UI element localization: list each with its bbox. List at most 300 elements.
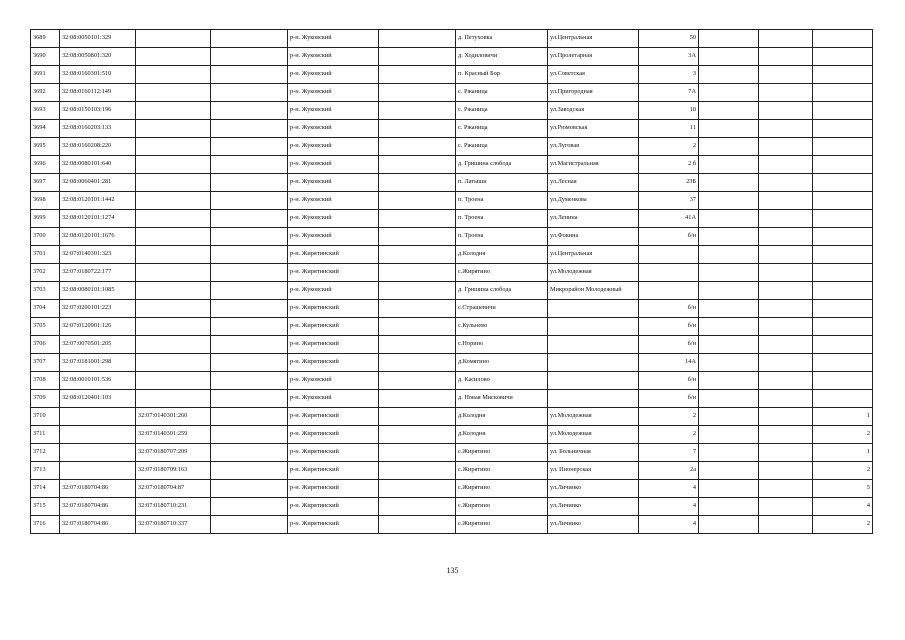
table-row bbox=[31, 336, 873, 354]
apartment-cell bbox=[813, 30, 873, 48]
apartment-cell: 1 bbox=[813, 408, 873, 426]
building-cell bbox=[699, 300, 759, 318]
settlement-type-cell bbox=[379, 192, 456, 210]
region-cell bbox=[211, 138, 288, 156]
settlement-type-cell bbox=[379, 264, 456, 282]
street-cell: ул.Магистральная bbox=[548, 156, 639, 174]
table-row bbox=[31, 174, 873, 192]
cadastral-number-cell: 32:07:0200101:223 bbox=[60, 300, 136, 318]
settlement-type-cell bbox=[379, 336, 456, 354]
apartment-cell bbox=[813, 138, 873, 156]
building-cadastral-number-cell: 32:07:0140301:260 bbox=[136, 408, 211, 426]
cadastral-number-cell: 32:07:0120901:126 bbox=[60, 318, 136, 336]
building-cell bbox=[699, 336, 759, 354]
building-cadastral-number-cell bbox=[136, 66, 211, 84]
settlement-cell: с. Ржаница bbox=[456, 102, 548, 120]
table-row bbox=[31, 318, 873, 336]
region-cell bbox=[211, 390, 288, 408]
building-cell bbox=[699, 282, 759, 300]
house-number-cell: 4 bbox=[639, 498, 699, 516]
letter-cell bbox=[759, 480, 813, 498]
region-cell bbox=[211, 282, 288, 300]
house-number-cell: 2 б bbox=[639, 156, 699, 174]
cadastral-number-cell: 32:08:0080101:1085 bbox=[60, 282, 136, 300]
region-cell bbox=[211, 192, 288, 210]
cadastral-number-cell: 32:07:0181001:298 bbox=[60, 354, 136, 372]
building-cadastral-number-cell: 32:07:0180707:209 bbox=[136, 444, 211, 462]
settlement-cell: д. Гришина слобода bbox=[456, 156, 548, 174]
building-cadastral-number-cell bbox=[136, 264, 211, 282]
table-row bbox=[31, 426, 873, 444]
settlement-cell: с.Жирятино bbox=[456, 498, 548, 516]
table-row bbox=[31, 372, 873, 390]
letter-cell bbox=[759, 120, 813, 138]
settlement-type-cell bbox=[379, 282, 456, 300]
apartment-cell bbox=[813, 156, 873, 174]
letter-cell bbox=[759, 48, 813, 66]
settlement-cell: д.Колодня bbox=[456, 408, 548, 426]
cadastral-number-cell bbox=[60, 408, 136, 426]
settlement-type-cell bbox=[379, 354, 456, 372]
building-cell bbox=[699, 354, 759, 372]
settlement-cell: д. Ходиловичи bbox=[456, 48, 548, 66]
region-cell bbox=[211, 516, 288, 534]
register-table bbox=[30, 29, 873, 534]
district-cell: р-н. Жирятинский bbox=[288, 444, 379, 462]
row-number-cell: 3712 bbox=[31, 444, 60, 462]
street-cell: ул.Центральная bbox=[548, 30, 639, 48]
cadastral-number-cell: 32:08:0080101:640 bbox=[60, 156, 136, 174]
apartment-cell: 5 bbox=[813, 480, 873, 498]
settlement-type-cell bbox=[379, 210, 456, 228]
building-cadastral-number-cell bbox=[136, 30, 211, 48]
row-number-cell: 3711 bbox=[31, 426, 60, 444]
building-cell bbox=[699, 102, 759, 120]
letter-cell bbox=[759, 228, 813, 246]
settlement-type-cell bbox=[379, 246, 456, 264]
cadastral-number-cell: 32:08:0160112:149 bbox=[60, 84, 136, 102]
table-row bbox=[31, 138, 873, 156]
row-number-cell: 3694 bbox=[31, 120, 60, 138]
row-number-cell: 3704 bbox=[31, 300, 60, 318]
building-cadastral-number-cell bbox=[136, 138, 211, 156]
table-row bbox=[31, 264, 873, 282]
settlement-type-cell bbox=[379, 390, 456, 408]
apartment-cell bbox=[813, 264, 873, 282]
apartment-cell: 1 bbox=[813, 444, 873, 462]
street-cell bbox=[548, 390, 639, 408]
house-number-cell: б/н bbox=[639, 300, 699, 318]
table-row bbox=[31, 102, 873, 120]
cadastral-number-cell: 32:08:0010101:536 bbox=[60, 372, 136, 390]
street-cell bbox=[548, 300, 639, 318]
register-table-body bbox=[31, 30, 873, 534]
row-number-cell: 3707 bbox=[31, 354, 60, 372]
letter-cell bbox=[759, 354, 813, 372]
house-number-cell: 4 bbox=[639, 516, 699, 534]
apartment-cell bbox=[813, 390, 873, 408]
district-cell: р-н. Жуковский bbox=[288, 66, 379, 84]
street-cell bbox=[548, 354, 639, 372]
letter-cell bbox=[759, 444, 813, 462]
letter-cell bbox=[759, 390, 813, 408]
apartment-cell bbox=[813, 48, 873, 66]
settlement-type-cell bbox=[379, 228, 456, 246]
settlement-type-cell bbox=[379, 462, 456, 480]
apartment-cell bbox=[813, 228, 873, 246]
apartment-cell bbox=[813, 66, 873, 84]
building-cadastral-number-cell bbox=[136, 102, 211, 120]
settlement-type-cell bbox=[379, 426, 456, 444]
table-row bbox=[31, 462, 873, 480]
table-row bbox=[31, 210, 873, 228]
table-row bbox=[31, 192, 873, 210]
row-number-cell: 3705 bbox=[31, 318, 60, 336]
region-cell bbox=[211, 48, 288, 66]
row-number-cell: 3716 bbox=[31, 516, 60, 534]
street-cell: ул. Пионерская bbox=[548, 462, 639, 480]
letter-cell bbox=[759, 318, 813, 336]
cadastral-number-cell: 32:07:0180704:86 bbox=[60, 516, 136, 534]
district-cell: р-н. Жуковский bbox=[288, 282, 379, 300]
apartment-cell bbox=[813, 282, 873, 300]
apartment-cell: 2 bbox=[813, 426, 873, 444]
cadastral-number-cell: 32:08:0120101:1442 bbox=[60, 192, 136, 210]
building-cadastral-number-cell: 32:07:0180704:87 bbox=[136, 480, 211, 498]
building-cadastral-number-cell bbox=[136, 156, 211, 174]
building-cell bbox=[699, 246, 759, 264]
building-cell bbox=[699, 192, 759, 210]
region-cell bbox=[211, 354, 288, 372]
street-cell: ул.Центральная bbox=[548, 246, 639, 264]
region-cell bbox=[211, 498, 288, 516]
street-cell: ул.Личинко bbox=[548, 498, 639, 516]
settlement-cell: с.Кульнево bbox=[456, 318, 548, 336]
settlement-type-cell bbox=[379, 174, 456, 192]
row-number-cell: 3693 bbox=[31, 102, 60, 120]
settlement-type-cell bbox=[379, 318, 456, 336]
district-cell: р-н. Жуковский bbox=[288, 192, 379, 210]
apartment-cell bbox=[813, 174, 873, 192]
settlement-cell: п. Троена bbox=[456, 210, 548, 228]
table-row bbox=[31, 516, 873, 534]
settlement-type-cell bbox=[379, 84, 456, 102]
district-cell: р-н. Жирятинский bbox=[288, 300, 379, 318]
building-cell bbox=[699, 372, 759, 390]
row-number-cell: 3702 bbox=[31, 264, 60, 282]
settlement-cell: д.Колодня bbox=[456, 426, 548, 444]
row-number-cell: 3695 bbox=[31, 138, 60, 156]
letter-cell bbox=[759, 156, 813, 174]
street-cell: ул.Молодежная bbox=[548, 264, 639, 282]
cadastral-number-cell bbox=[60, 462, 136, 480]
house-number-cell: б/н bbox=[639, 390, 699, 408]
row-number-cell: 3713 bbox=[31, 462, 60, 480]
letter-cell bbox=[759, 498, 813, 516]
cadastral-number-cell: 32:08:0150103:196 bbox=[60, 102, 136, 120]
table-row bbox=[31, 246, 873, 264]
building-cell bbox=[699, 30, 759, 48]
street-cell: ул.Думенкова bbox=[548, 192, 639, 210]
settlement-cell: с.Норино bbox=[456, 336, 548, 354]
building-cell bbox=[699, 156, 759, 174]
settlement-cell: с.Жирятино bbox=[456, 264, 548, 282]
street-cell: ул.Пролетарная bbox=[548, 48, 639, 66]
street-cell bbox=[548, 336, 639, 354]
row-number-cell: 3708 bbox=[31, 372, 60, 390]
street-cell: ул.Молодежная bbox=[548, 426, 639, 444]
building-cadastral-number-cell bbox=[136, 120, 211, 138]
settlement-type-cell bbox=[379, 480, 456, 498]
street-cell: ул.Ленина bbox=[548, 210, 639, 228]
letter-cell bbox=[759, 102, 813, 120]
row-number-cell: 3701 bbox=[31, 246, 60, 264]
building-cell bbox=[699, 120, 759, 138]
apartment-cell bbox=[813, 120, 873, 138]
letter-cell bbox=[759, 336, 813, 354]
table-row bbox=[31, 48, 873, 66]
district-cell: р-н. Жирятинский bbox=[288, 354, 379, 372]
cadastral-number-cell: 32:08:0160301:510 bbox=[60, 66, 136, 84]
house-number-cell: б/н bbox=[639, 228, 699, 246]
table-row bbox=[31, 66, 873, 84]
street-cell: Микрорайон Молодежный bbox=[548, 282, 639, 300]
letter-cell bbox=[759, 372, 813, 390]
district-cell: р-н. Жирятинский bbox=[288, 336, 379, 354]
region-cell bbox=[211, 444, 288, 462]
house-number-cell: б/н bbox=[639, 336, 699, 354]
region-cell bbox=[211, 174, 288, 192]
region-cell bbox=[211, 84, 288, 102]
settlement-cell: п. Красный Бор bbox=[456, 66, 548, 84]
cadastral-number-cell bbox=[60, 444, 136, 462]
row-number-cell: 3710 bbox=[31, 408, 60, 426]
street-cell: ул.Луговая bbox=[548, 138, 639, 156]
district-cell: р-н. Жуковский bbox=[288, 102, 379, 120]
settlement-type-cell bbox=[379, 498, 456, 516]
apartment-cell bbox=[813, 192, 873, 210]
house-number-cell: 50 bbox=[639, 30, 699, 48]
building-cadastral-number-cell bbox=[136, 354, 211, 372]
building-cell bbox=[699, 174, 759, 192]
settlement-cell: п. Троена bbox=[456, 228, 548, 246]
district-cell: р-н. Жуковский bbox=[288, 138, 379, 156]
apartment-cell bbox=[813, 300, 873, 318]
cadastral-number-cell: 32:07:0070501:205 bbox=[60, 336, 136, 354]
table-row bbox=[31, 228, 873, 246]
district-cell: р-н. Жирятинский bbox=[288, 480, 379, 498]
house-number-cell bbox=[639, 246, 699, 264]
settlement-type-cell bbox=[379, 30, 456, 48]
street-cell: ул.Лесная bbox=[548, 174, 639, 192]
district-cell: р-н. Жуковский bbox=[288, 84, 379, 102]
region-cell bbox=[211, 372, 288, 390]
building-cell bbox=[699, 444, 759, 462]
settlement-cell: с.Жирятино bbox=[456, 516, 548, 534]
building-cadastral-number-cell bbox=[136, 192, 211, 210]
settlement-type-cell bbox=[379, 300, 456, 318]
cadastral-number-cell: 32:08:0060401:281 bbox=[60, 174, 136, 192]
building-cadastral-number-cell: 32:07:0180710:337 bbox=[136, 516, 211, 534]
settlement-cell: д.Колодня bbox=[456, 246, 548, 264]
row-number-cell: 3715 bbox=[31, 498, 60, 516]
region-cell bbox=[211, 336, 288, 354]
letter-cell bbox=[759, 192, 813, 210]
district-cell: р-н. Жуковский bbox=[288, 228, 379, 246]
street-cell: ул.Заводская bbox=[548, 102, 639, 120]
table-row bbox=[31, 300, 873, 318]
building-cadastral-number-cell bbox=[136, 336, 211, 354]
region-cell bbox=[211, 246, 288, 264]
settlement-cell: д.Комягино bbox=[456, 354, 548, 372]
region-cell bbox=[211, 264, 288, 282]
table-row bbox=[31, 282, 873, 300]
building-cadastral-number-cell bbox=[136, 174, 211, 192]
apartment-cell bbox=[813, 336, 873, 354]
building-cell bbox=[699, 390, 759, 408]
settlement-cell: с.Жирятино bbox=[456, 480, 548, 498]
settlement-type-cell bbox=[379, 372, 456, 390]
letter-cell bbox=[759, 246, 813, 264]
settlement-type-cell bbox=[379, 138, 456, 156]
building-cell bbox=[699, 138, 759, 156]
settlement-cell: д. Касилово bbox=[456, 372, 548, 390]
street-cell: ул.Личинко bbox=[548, 516, 639, 534]
house-number-cell: 2а bbox=[639, 462, 699, 480]
row-number-cell: 3706 bbox=[31, 336, 60, 354]
table-row bbox=[31, 30, 873, 48]
building-cell bbox=[699, 498, 759, 516]
building-cadastral-number-cell: 32:07:0140301:259 bbox=[136, 426, 211, 444]
settlement-type-cell bbox=[379, 48, 456, 66]
house-number-cell: 3 bbox=[639, 66, 699, 84]
settlement-type-cell bbox=[379, 516, 456, 534]
letter-cell bbox=[759, 210, 813, 228]
house-number-cell: 3А bbox=[639, 48, 699, 66]
table-row bbox=[31, 84, 873, 102]
letter-cell bbox=[759, 516, 813, 534]
building-cell bbox=[699, 264, 759, 282]
letter-cell bbox=[759, 462, 813, 480]
building-cadastral-number-cell: 32:07:0180709:163 bbox=[136, 462, 211, 480]
apartment-cell bbox=[813, 210, 873, 228]
region-cell bbox=[211, 318, 288, 336]
cadastral-number-cell: 32:08:0160203:133 bbox=[60, 120, 136, 138]
building-cadastral-number-cell bbox=[136, 84, 211, 102]
street-cell: ул.Молодежная bbox=[548, 408, 639, 426]
settlement-cell: д. Гришина слобода bbox=[456, 282, 548, 300]
table-row bbox=[31, 354, 873, 372]
table-row bbox=[31, 390, 873, 408]
cadastral-number-cell: 32:08:0120101:1676 bbox=[60, 228, 136, 246]
house-number-cell: 4 bbox=[639, 480, 699, 498]
settlement-cell: с.Страшевичи bbox=[456, 300, 548, 318]
building-cadastral-number-cell: 32:07:0180710:231 bbox=[136, 498, 211, 516]
building-cell bbox=[699, 66, 759, 84]
row-number-cell: 3698 bbox=[31, 192, 60, 210]
row-number-cell: 3703 bbox=[31, 282, 60, 300]
street-cell: ул.Пригородная bbox=[548, 84, 639, 102]
cadastral-number-cell: 32:07:0140301:323 bbox=[60, 246, 136, 264]
apartment-cell bbox=[813, 84, 873, 102]
district-cell: р-н. Жуковский bbox=[288, 372, 379, 390]
letter-cell bbox=[759, 408, 813, 426]
house-number-cell: 2 bbox=[639, 138, 699, 156]
region-cell bbox=[211, 120, 288, 138]
row-number-cell: 3691 bbox=[31, 66, 60, 84]
building-cell bbox=[699, 84, 759, 102]
settlement-type-cell bbox=[379, 120, 456, 138]
table-row bbox=[31, 408, 873, 426]
settlement-cell: с. Ржаница bbox=[456, 120, 548, 138]
apartment-cell bbox=[813, 354, 873, 372]
district-cell: р-н. Жирятинский bbox=[288, 498, 379, 516]
district-cell: р-н. Жирятинский bbox=[288, 516, 379, 534]
house-number-cell: б/н bbox=[639, 318, 699, 336]
letter-cell bbox=[759, 426, 813, 444]
house-number-cell: 14А bbox=[639, 354, 699, 372]
district-cell: р-н. Жуковский bbox=[288, 48, 379, 66]
row-number-cell: 3696 bbox=[31, 156, 60, 174]
settlement-cell: с.Жирятино bbox=[456, 444, 548, 462]
apartment-cell: 4 bbox=[813, 498, 873, 516]
district-cell: р-н. Жуковский bbox=[288, 156, 379, 174]
street-cell bbox=[548, 372, 639, 390]
letter-cell bbox=[759, 138, 813, 156]
street-cell: ул.Советская bbox=[548, 66, 639, 84]
table-row bbox=[31, 498, 873, 516]
apartment-cell bbox=[813, 372, 873, 390]
letter-cell bbox=[759, 174, 813, 192]
district-cell: р-н. Жирятинский bbox=[288, 246, 379, 264]
settlement-type-cell bbox=[379, 444, 456, 462]
cadastral-number-cell: 32:07:0180722:177 bbox=[60, 264, 136, 282]
region-cell bbox=[211, 300, 288, 318]
region-cell bbox=[211, 30, 288, 48]
row-number-cell: 3709 bbox=[31, 390, 60, 408]
row-number-cell: 3690 bbox=[31, 48, 60, 66]
table-row bbox=[31, 120, 873, 138]
table-row bbox=[31, 480, 873, 498]
building-cell bbox=[699, 426, 759, 444]
cadastral-number-cell: 32:08:0050801:320 bbox=[60, 48, 136, 66]
cadastral-number-cell: 32:07:0180704:86 bbox=[60, 480, 136, 498]
region-cell bbox=[211, 66, 288, 84]
building-cell bbox=[699, 210, 759, 228]
region-cell bbox=[211, 426, 288, 444]
house-number-cell: 2 bbox=[639, 426, 699, 444]
letter-cell bbox=[759, 282, 813, 300]
row-number-cell: 3697 bbox=[31, 174, 60, 192]
building-cell bbox=[699, 480, 759, 498]
district-cell: р-н. Жирятинский bbox=[288, 318, 379, 336]
row-number-cell: 3692 bbox=[31, 84, 60, 102]
letter-cell bbox=[759, 300, 813, 318]
letter-cell bbox=[759, 30, 813, 48]
region-cell bbox=[211, 408, 288, 426]
letter-cell bbox=[759, 264, 813, 282]
building-cadastral-number-cell bbox=[136, 300, 211, 318]
building-cell bbox=[699, 462, 759, 480]
apartment-cell: 2 bbox=[813, 516, 873, 534]
street-cell: ул.Фокина bbox=[548, 228, 639, 246]
region-cell bbox=[211, 462, 288, 480]
apartment-cell bbox=[813, 102, 873, 120]
district-cell: р-н. Жирятинский bbox=[288, 264, 379, 282]
region-cell bbox=[211, 480, 288, 498]
house-number-cell: 7А bbox=[639, 84, 699, 102]
row-number-cell: 3700 bbox=[31, 228, 60, 246]
